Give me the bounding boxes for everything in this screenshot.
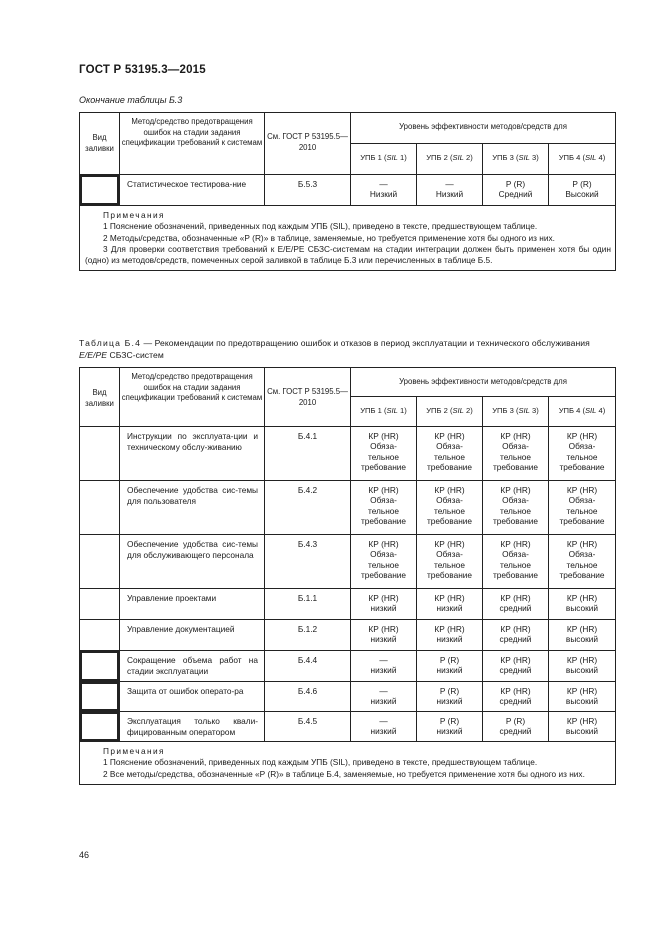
level-value: КР (HR) Обяза- тельное требование [417, 427, 483, 481]
column-header-sil-4: УПБ 4 (SIL 4) [549, 397, 616, 427]
method-name: Эксплуатация только квали-фицированным оператором [120, 712, 265, 742]
standard-reference: Б.1.1 [265, 589, 351, 620]
note-item: 1 Пояснение обозначений, приведенных под каждым УПБ (SIL), приведено в тексте, предшествующем таблице. [103, 757, 538, 768]
fill-marker [80, 589, 120, 620]
table-row [80, 589, 616, 620]
table-row [80, 175, 616, 206]
column-header-see: См. ГОСТ Р 53195.5—2010 [265, 113, 351, 175]
level-value: — низкий [351, 682, 417, 712]
method-name: Обеспечение удобства сис-темы для пользователя [120, 481, 265, 535]
level-value: КР (HR) Обяза- тельное требование [417, 535, 483, 589]
method-name: Управление проектами [120, 589, 265, 620]
method-name: Сокращение объема работ на стадии эксплуатации [120, 651, 265, 682]
column-header-sil-4: УПБ 4 (SIL 4) [549, 144, 616, 175]
fill-marker [80, 651, 120, 682]
table-b4-notes [80, 742, 616, 785]
column-header-sil-2: УПБ 2 (SIL 2) [417, 144, 483, 175]
level-value: — Низкий [417, 175, 483, 206]
column-header-method: Метод/средство предотвращения ошибок на стадии задания спецификации требований к системам [120, 113, 265, 175]
table-row [80, 620, 616, 651]
table-row [80, 535, 616, 589]
note-item: 2 Все методы/средства, обозначенные «Р (R)» в таблице Б.4, заменяемые, но требуется применение хотя бы одного из них. [103, 768, 585, 779]
fill-marker [80, 427, 120, 481]
method-name: Статистическое тестирова-ние [120, 175, 265, 206]
level-value: КР (HR) Обяза- тельное требование [351, 535, 417, 589]
level-value: КР (HR) низкий [351, 620, 417, 651]
level-value: КР (HR) высокий [549, 682, 616, 712]
fill-marker [80, 620, 120, 651]
table-row [80, 712, 616, 742]
column-header-vid: Вид заливки [80, 368, 120, 427]
column-header-vid: Вид заливки [80, 113, 120, 175]
document-title: ГОСТ Р 53195.3—2015 [79, 64, 206, 76]
level-value: Р (R) низкий [417, 651, 483, 682]
fill-marker [80, 682, 120, 712]
level-value: КР (HR) Обяза- тельное требование [549, 535, 616, 589]
fill-marker [80, 175, 120, 206]
column-header-sil-2: УПБ 2 (SIL 2) [417, 397, 483, 427]
level-value: Р (R) средний [483, 712, 549, 742]
level-value: КР (HR) высокий [549, 651, 616, 682]
level-value: Р (R) низкий [417, 712, 483, 742]
level-value: КР (HR) высокий [549, 712, 616, 742]
level-value: КР (HR) Обяза- тельное требование [351, 481, 417, 535]
level-value: КР (HR) средний [483, 651, 549, 682]
table-b3-caption: Окончание таблицы Б.3 [79, 95, 183, 105]
column-header-sil-1: УПБ 1 (SIL 1) [351, 144, 417, 175]
fill-marker [80, 535, 120, 589]
column-header-sil-3: УПБ 3 (SIL 3) [483, 144, 549, 175]
table-row [80, 427, 616, 481]
level-value: — низкий [351, 712, 417, 742]
standard-reference: Б.4.6 [265, 682, 351, 712]
level-value: — низкий [351, 651, 417, 682]
notes-heading: Примечания [103, 210, 165, 220]
table-row [80, 682, 616, 712]
level-value: КР (HR) Обяза- тельное требование [483, 427, 549, 481]
standard-reference: Б.1.2 [265, 620, 351, 651]
level-value: КР (HR) Обяза- тельное требование [483, 481, 549, 535]
level-value: — Низкий [351, 175, 417, 206]
level-value: КР (HR) низкий [417, 620, 483, 651]
standard-reference: Б.4.4 [265, 651, 351, 682]
level-value: КР (HR) средний [483, 620, 549, 651]
column-header-see: См. ГОСТ Р 53195.5—2010 [265, 368, 351, 427]
level-value: КР (HR) высокий [549, 620, 616, 651]
table-row [80, 651, 616, 682]
table-b4 [79, 367, 616, 785]
level-value: КР (HR) низкий [351, 589, 417, 620]
column-header-sil-1: УПБ 1 (SIL 1) [351, 397, 417, 427]
table-b4-caption: Таблица Б.4 — Рекомендации по предотвращению ошибок и отказов в период эксплуатации и технического обслуживания E/E/PE СБЗС-систем [79, 338, 590, 360]
level-value: КР (HR) Обяза- тельное требование [351, 427, 417, 481]
standard-reference: Б.4.1 [265, 427, 351, 481]
fill-marker [80, 712, 120, 742]
standard-reference: Б.5.3 [265, 175, 351, 206]
level-value: Р (R) Высокий [549, 175, 616, 206]
fill-marker [80, 481, 120, 535]
method-name: Защита от ошибок операто-ра [120, 682, 265, 712]
column-header-level-group: Уровень эффективности методов/средств для [351, 113, 616, 144]
level-value: КР (HR) Обяза- тельное требование [549, 481, 616, 535]
note-item: 3 Для проверки соответствия требований к E/E/PE СБЗС-системам на стадии интеграции должен быть применен хотя бы один (одно) из методов/средств, помеченных серой заливкой в таблице Б.3 или перечисленных в таблице Б.5. [85, 243, 611, 266]
standard-reference: Б.4.3 [265, 535, 351, 589]
table-b3-notes [80, 206, 616, 271]
column-header-method: Метод/средство предотвращения ошибок на стадии задания спецификации требований к системам [120, 368, 265, 427]
table-b3 [79, 112, 616, 271]
note-item: 1 Пояснение обозначений, приведенных под каждым УПБ (SIL), приведено в тексте, предшествующем таблице. [103, 221, 538, 232]
column-header-level-group: Уровень эффективности методов/средств для [351, 368, 616, 397]
column-header-sil-3: УПБ 3 (SIL 3) [483, 397, 549, 427]
level-value: Р (R) низкий [417, 682, 483, 712]
standard-reference: Б.4.2 [265, 481, 351, 535]
level-value: КР (HR) средний [483, 682, 549, 712]
standard-reference: Б.4.5 [265, 712, 351, 742]
table-row [80, 481, 616, 535]
notes-heading: Примечания [103, 746, 165, 757]
page-number: 46 [79, 850, 90, 860]
level-value: КР (HR) Обяза- тельное требование [549, 427, 616, 481]
level-value: КР (HR) Обяза- тельное требование [417, 481, 483, 535]
level-value: КР (HR) высокий [549, 589, 616, 620]
method-name: Инструкции по эксплуата-ции и техническому обслу-живанию [120, 427, 265, 481]
level-value: КР (HR) средний [483, 589, 549, 620]
level-value: КР (HR) низкий [417, 589, 483, 620]
method-name: Обеспечение удобства сис-темы для обслуживающего персонала [120, 535, 265, 589]
method-name: Управление документацией [120, 620, 265, 651]
level-value: КР (HR) Обяза- тельное требование [483, 535, 549, 589]
note-item: 2 Методы/средства, обозначенные «Р (R)» в таблице, заменяемые, но требуется применение хотя бы одного из них. [103, 232, 555, 243]
level-value: Р (R) Средний [483, 175, 549, 206]
